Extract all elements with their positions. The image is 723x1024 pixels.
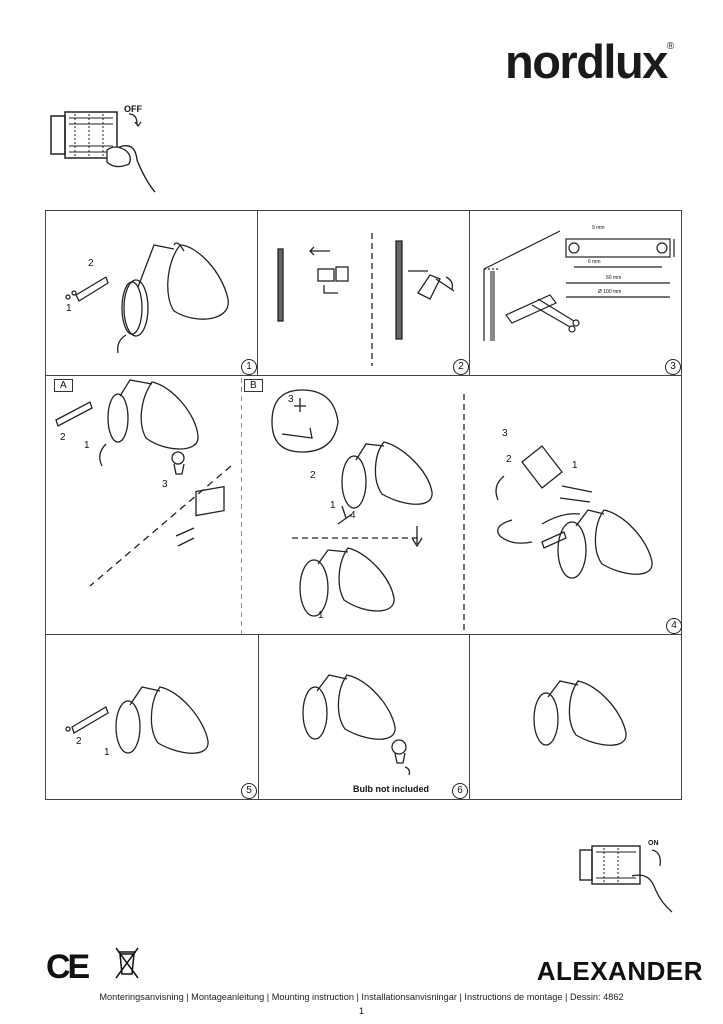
brand-logo	[505, 35, 673, 88]
step-number: 3	[665, 359, 681, 375]
switch-on-illustration	[570, 836, 680, 916]
brand-registered-mark: ®	[666, 41, 673, 52]
step-number: 1	[241, 359, 257, 375]
switch-off-label: OFF	[124, 104, 142, 114]
callout: 3	[162, 479, 168, 490]
callout: 1	[572, 460, 578, 471]
bulb-not-included-note: Bulb not included	[353, 784, 429, 794]
callout: 2	[310, 470, 316, 481]
callout: 2	[88, 258, 94, 269]
ce-mark: CE	[46, 948, 88, 986]
step-number: 2	[453, 359, 469, 375]
callout: 4	[350, 510, 356, 521]
finished-lamp-drawing	[470, 635, 683, 801]
dimension-label: 6 mm	[588, 259, 601, 265]
callout: 1	[318, 610, 324, 621]
drill-wall-drawing	[258, 211, 471, 377]
footer-languages: Monteringsanvisning | Montageanleitung | Mounting instruction | Installationsanvisningar | Instructions de montage | Dessin: 4862	[99, 992, 624, 1002]
hardwire-lamp-drawing	[242, 376, 682, 636]
weee-bin-icon	[114, 946, 140, 980]
step-number: 6	[452, 783, 468, 799]
callout: 1	[330, 500, 336, 511]
panel-option-a	[45, 375, 242, 635]
plug-in-lamp-drawing	[46, 376, 243, 636]
bulb-install-drawing	[259, 635, 471, 801]
mounting-dimensions-drawing	[470, 211, 683, 377]
step-number: 4	[666, 618, 682, 634]
page-number: 1	[358, 1006, 364, 1016]
switch-on-label: ON	[648, 840, 659, 847]
wall-bracket-lamp-drawing	[46, 211, 259, 377]
callout: 2	[60, 432, 66, 443]
callout: 2	[506, 454, 512, 465]
panel-step-1	[45, 210, 258, 376]
product-name: ALEXANDER	[536, 956, 703, 986]
lamp-mounting-drawing	[46, 635, 260, 801]
panel-step-2	[257, 210, 470, 376]
callout: 1	[104, 747, 110, 758]
callout: 1	[84, 440, 90, 451]
panel-step-6	[258, 634, 470, 800]
panel-final	[469, 634, 682, 800]
option-label: B	[244, 379, 263, 392]
dimension-label: 9 mm	[592, 225, 605, 231]
step-number: 5	[241, 783, 257, 799]
panel-step-5	[45, 634, 259, 800]
callout: 3	[288, 394, 294, 405]
option-label: A	[54, 379, 73, 392]
brand-name: nordlux	[505, 35, 667, 88]
callout: 2	[76, 736, 82, 747]
callout: 1	[66, 303, 72, 314]
switch-off-illustration	[45, 100, 165, 200]
callout: 3	[502, 428, 508, 439]
dimension-label: Ø 100 mm	[598, 289, 622, 295]
panel-option-b-step-4	[242, 375, 682, 635]
dimension-label: 60 mm	[606, 275, 622, 281]
panel-step-3	[469, 210, 682, 376]
